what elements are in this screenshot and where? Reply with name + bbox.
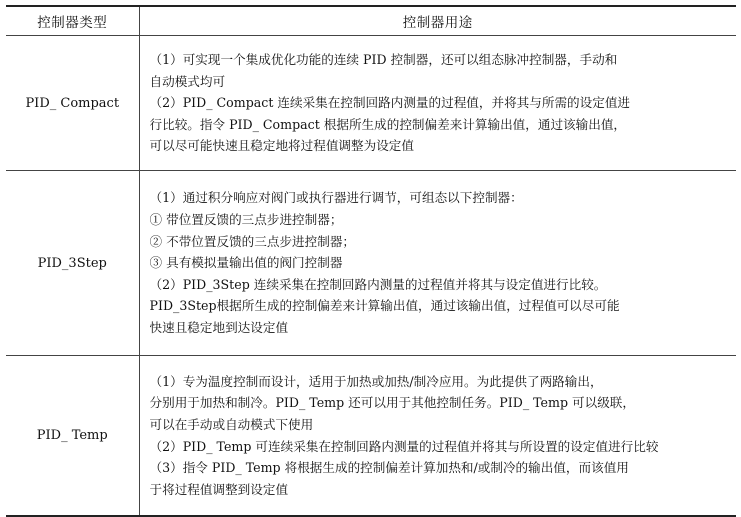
usage-line: 行比较。指令 PID_ Compact 根据所生成的控制偏差来计算输出值，通过该输出值， [149,116,627,132]
usage-line: （1）可实现一个集成优化功能的连续 PID 控制器，还可以组态脉冲控制器，手动和 [149,52,618,68]
usage-line: （2）PID_3Step 连续采集在控制回路内测量的过程值并将其与设定值进行比较。 [149,276,607,292]
table-row [6,356,736,517]
usage-line: （1）通过积分响应对阀门或执行器进行调节，可组态以下控制器： [149,190,523,206]
usage-line: PID_3Step根据所生成的控制偏差来计算输出值，通过该输出值，过程值可以尽可能 [149,298,620,314]
usage-line: 自动模式均可 [149,73,226,89]
usage-line: ① 带位置反馈的三点步进控制器； [149,212,343,228]
usage-line: 快速且稳定地到达设定值 [149,319,289,335]
table-row [6,171,736,356]
controller-type-cell: PID_3Step [6,171,139,356]
usage-line: ③ 具有模拟量输出值的阀门控制器 [149,255,343,271]
usage-line: （1）专为温度控制而设计，适用于加热或加热/制冷应用。为此提供了两路输出， [149,373,603,389]
header-controller-usage: 控制器用途 [139,6,736,36]
usage-line: 可以尽可能快速且稳定地将过程值调整为设定值 [149,138,414,154]
usage-line: （3）指令 PID_ Temp 将根据生成的控制偏差计算加热和/或制冷的输出值，而该值用 [149,460,629,476]
usage-line: 于将过程值调整到设定值 [149,481,289,497]
usage-line: 分别用于加热和制冷。PID_ Temp 还可以用于其他控制任务。PID_ Temp 可以级联， [149,395,635,411]
controller-table [6,5,736,517]
usage-line: 可以在手动或自动模式下使用 [149,416,314,432]
header-controller-type: 控制器类型 [6,6,139,36]
controller-usage-cell [139,171,736,356]
table-header-row [6,6,736,36]
controller-usage-cell [139,356,736,517]
usage-line: （2）PID_ Compact 连续采集在控制回路内测量的过程值，并将其与所需的设定值进 [149,95,631,111]
controller-usage-cell [139,36,736,171]
usage-line: （2）PID_ Temp 可连续采集在控制回路内测量的过程值并将其与所设置的设定值进行比较 [149,438,659,454]
controller-type-cell: PID_ Temp [6,356,139,517]
table-row [6,36,736,171]
controller-type-cell: PID_ Compact [6,36,139,171]
usage-line: ② 不带位置反馈的三点步进控制器； [149,233,356,249]
